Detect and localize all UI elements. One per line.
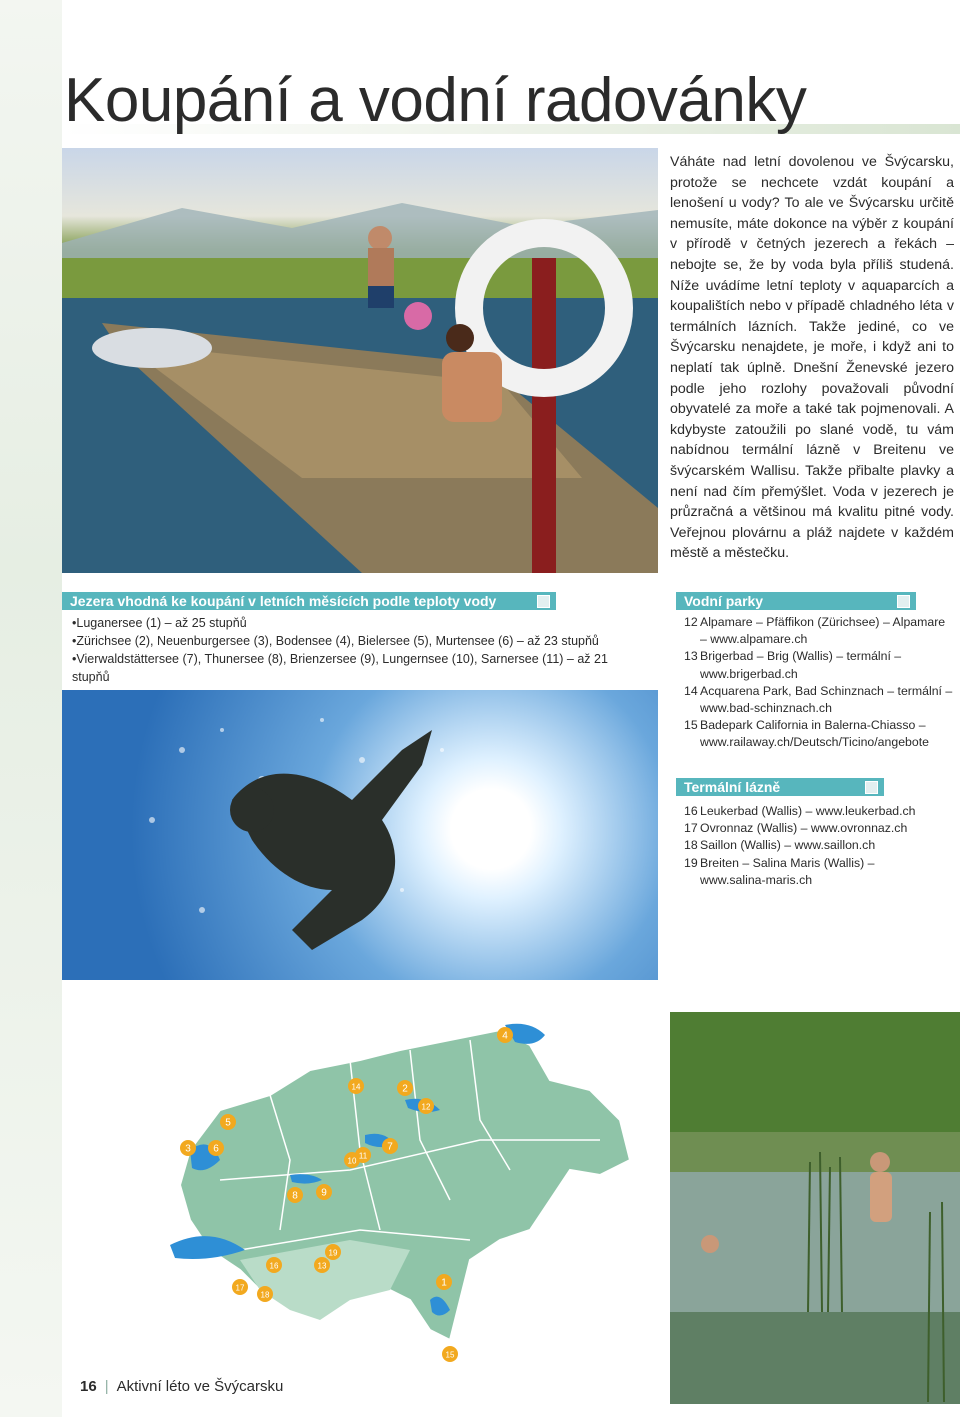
map-marker-15	[442, 1346, 458, 1362]
map-marker-label: 1	[441, 1277, 447, 1289]
list-item	[684, 614, 954, 648]
map-marker-label: 9	[321, 1187, 327, 1199]
map-marker-11	[355, 1147, 371, 1163]
item-number: 17	[684, 821, 698, 836]
map-marker-label: 7	[387, 1141, 393, 1153]
water-parks-box-header	[676, 592, 916, 610]
title-bar	[62, 60, 960, 140]
map-marker-label: 15	[445, 1350, 455, 1360]
page-footer	[80, 1378, 283, 1395]
map-marker-9	[316, 1184, 332, 1200]
item-url[interactable]: www.railaway.ch/Deutsch/Ticino/angebote	[700, 735, 929, 750]
map-marker-3	[180, 1140, 196, 1156]
item-text: Badepark California in Balerna-Chiasso –	[700, 718, 926, 733]
map-marker-label: 2	[402, 1083, 408, 1095]
thermal-spas-list	[684, 803, 954, 889]
map-marker-label: 3	[185, 1143, 191, 1155]
thermal-spas-heading: Termální lázně	[684, 779, 781, 795]
lake-item: • Vierwaldstättersee (7), Thunersee (8), Brienzersee (9), Lungernsee (10), Sarnersee (11) – až 21 stupňů	[72, 650, 632, 686]
map-marker-13	[314, 1257, 330, 1273]
map-marker-label: 4	[502, 1030, 508, 1042]
map-marker-19	[325, 1244, 341, 1260]
map-marker-4	[497, 1027, 513, 1043]
map-marker-label: 5	[225, 1117, 231, 1129]
item-number: 15	[684, 718, 698, 733]
thermal-spas-box-header	[676, 778, 884, 796]
map-marker-17	[232, 1279, 248, 1295]
map-marker-1	[436, 1274, 452, 1290]
map-marker-12	[418, 1098, 434, 1114]
list-item	[684, 837, 954, 854]
map-marker-label: 10	[347, 1156, 357, 1166]
photo-pier-drawing	[62, 148, 658, 573]
country-outline	[180, 1030, 630, 1340]
photo-diver-splash	[62, 690, 658, 980]
item-text: Saillon (Wallis) – www.saillon.ch	[700, 838, 876, 853]
item-text: Leukerbad (Wallis) – www.leukerbad.ch	[700, 804, 916, 818]
map-marker-label: 8	[292, 1190, 298, 1202]
item-text: Ovronnaz (Wallis) – www.ovronnaz.ch	[700, 821, 908, 836]
square-icon	[897, 595, 910, 608]
publication-name: Aktivní léto ve Švýcarsku	[116, 1378, 284, 1395]
square-icon	[865, 781, 878, 794]
item-text: Brigerbad – Brig (Wallis) – termální –	[700, 649, 902, 664]
list-item	[684, 820, 954, 837]
map-marker-6	[208, 1140, 224, 1156]
intro-paragraph: Váháte nad letní dovolenou ve Švýcarsku, protože se nechcete vzdát koupání a lenošení u vody? To ale ve Švýcarsku určitě nemusíte, máte dokonce na výběr z koupání v přírodě v četných jezerech a řekách – nebojte se, že by voda byla příliš studená. Níže uvádíme letní teploty v aquaparcích a koupalištích nebo v případě chladného léta v termálních lázních. Takže jediné, co ve Švýcarsku nenajdete, je moře, i když ani to neplatí tak úplně. Dnešní Ženevské jezero podle jeho rozlohy považovali původní obyvatelé za moře a také tak pojmenovali. A kdybyste zatoužili po slané vodě, tu vám nabídnou termální lázně v Breitenu ve švýcarském Wallisu. Takže přibalte plavky a není nad čím přemýšlet. Voda v jezerech je průzračná a většinou má kvalitu pitné vody. Veřejnou plovárnu a pláž najdete v každém městě a městečku.	[670, 154, 954, 562]
water-parks-list	[684, 614, 954, 752]
square-icon	[537, 595, 550, 608]
map-marker-label: 14	[351, 1082, 361, 1092]
lake-item: • Zürichsee (2), Neuenburgersee (3), Bodensee (4), Bielersee (5), Murtensee (6) – až 23 stupňů	[72, 632, 632, 650]
map-marker-label: 11	[358, 1151, 368, 1161]
item-text: Alpamare – Pfäffikon (Zürichsee) – Alpamare	[700, 615, 946, 629]
page-number: 16	[80, 1378, 97, 1395]
item-number: 16	[684, 804, 698, 818]
item-url[interactable]: www.salina-maris.ch	[700, 872, 813, 887]
map-marker-label: 18	[260, 1290, 270, 1300]
footer-separator: |	[104, 1378, 109, 1395]
item-number: 14	[684, 683, 698, 698]
list-item	[684, 803, 954, 820]
item-number: 13	[684, 649, 698, 664]
photo-alpine-lake-bathers	[670, 1012, 960, 1404]
list-item	[684, 648, 954, 682]
page-title: Koupání a vodní radovánky	[64, 66, 807, 135]
map-marker-16	[266, 1257, 282, 1273]
item-number: 19	[684, 855, 698, 870]
map-marker-label: 17	[235, 1283, 245, 1293]
map-marker-8	[287, 1187, 303, 1203]
item-url[interactable]: – www.alpamare.ch	[700, 632, 808, 647]
item-number: 12	[684, 615, 698, 629]
map-marker-label: 16	[269, 1261, 279, 1271]
switzerland-map	[150, 1000, 670, 1370]
map-marker-label: 19	[328, 1248, 338, 1258]
water-parks-heading: Vodní parky	[684, 593, 764, 609]
map-marker-label: 12	[421, 1102, 431, 1112]
map-marker-5	[220, 1114, 236, 1130]
map-marker-14	[348, 1078, 364, 1094]
item-number: 18	[684, 838, 698, 853]
lakes-heading: Jezera vhodná ke koupání v letních měsících podle teploty vody	[70, 593, 497, 609]
item-text: Breiten – Salina Maris (Wallis) –	[700, 855, 875, 870]
photo-pier-jumpers	[62, 148, 658, 573]
map-marker-18	[257, 1286, 273, 1302]
lake-item: • Luganersee (1) – až 25 stupňů	[72, 614, 632, 632]
left-margin-strip	[0, 0, 62, 1417]
photo-lake-drawing	[670, 1012, 960, 1404]
lakes-box-header	[62, 592, 556, 610]
map-marker-7	[382, 1138, 398, 1154]
list-item	[684, 855, 954, 889]
item-url[interactable]: www.brigerbad.ch	[700, 666, 798, 681]
item-url[interactable]: www.bad-schinznach.ch	[700, 701, 832, 716]
list-item	[684, 683, 954, 717]
photo-dive-drawing	[62, 690, 658, 980]
list-item	[684, 717, 954, 751]
map-svg	[150, 1000, 670, 1370]
map-marker-2	[397, 1080, 413, 1096]
map-marker-label: 13	[317, 1261, 327, 1271]
lakes-list	[72, 614, 632, 686]
item-text: Acquarena Park, Bad Schinznach – termální –	[700, 683, 953, 698]
map-marker-label: 6	[213, 1143, 219, 1155]
